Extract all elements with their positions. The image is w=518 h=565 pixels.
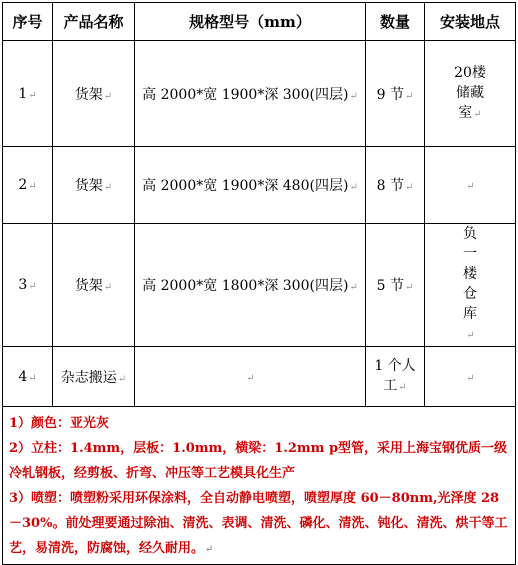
spec-table	[2, 2, 516, 565]
paragraph-mark-icon: ↵	[28, 181, 37, 192]
table-row	[3, 147, 516, 224]
paragraph-mark-icon: ↵	[205, 544, 214, 555]
notes-cell	[3, 407, 516, 565]
paragraph-mark-icon: ↵	[28, 281, 37, 292]
paragraph-mark-icon: ↵	[28, 89, 37, 101]
cell-spec	[135, 347, 366, 407]
table-row	[3, 347, 516, 407]
paragraph-mark-icon: ↵	[466, 330, 475, 341]
paragraph-mark-icon: ↵	[103, 282, 113, 293]
paragraph-mark-icon: ↵	[349, 90, 358, 102]
paragraph-mark-icon: ↵	[117, 373, 127, 385]
paragraph-mark-icon: ↵	[349, 182, 358, 193]
note-coating: 3）喷塑：喷塑粉采用环保涂料，全自动静电喷塑，喷塑厚度 60－80nm,光泽度 28－30%。前处理要通过除油、清洗、表调、清洗、磷化、清洗、钝化、清洗、烘干等工艺，易清洗，防腐蚀，经久耐用。↵	[9, 491, 508, 556]
cell-location	[425, 147, 516, 224]
header-spec: 规格型号（mm）	[135, 3, 366, 41]
cell-index: 3↵	[3, 224, 53, 347]
note-material: 2）立柱：1.4mm，层板：1.0mm，横梁：1.2mm p型管，采用上海宝钢优质一级冷轧钢板，经剪板、折弯、冲压等工艺模具化生产	[9, 441, 508, 481]
paragraph-mark-icon: ↵	[404, 282, 414, 293]
cell-name: 货架↵	[53, 147, 135, 224]
cell-qty: 5 节↵	[366, 224, 425, 347]
cell-index: 2↵	[3, 147, 53, 224]
header-row	[3, 3, 516, 41]
paragraph-mark-icon: ↵	[349, 282, 358, 293]
paragraph-mark-icon: ↵	[28, 372, 37, 384]
note-color: 1）颜色：亚光灰	[9, 416, 110, 431]
paragraph-mark-icon: ↵	[404, 90, 414, 102]
paragraph-mark-icon: ↵	[404, 182, 414, 193]
cell-spec: 高 2000*宽 1800*深 300(四层)↵	[135, 224, 366, 347]
table-row	[3, 41, 516, 147]
spec-table-document	[2, 2, 515, 562]
paragraph-mark-icon: ↵	[473, 108, 482, 120]
cell-qty: 1 个人工↵	[366, 347, 425, 407]
notes-row	[3, 407, 516, 565]
paragraph-mark-icon: ↵	[466, 372, 475, 384]
header-name: 产品名称	[53, 3, 135, 41]
cell-qty: 9 节↵	[366, 41, 425, 147]
paragraph-mark-icon: ↵	[466, 181, 475, 192]
paragraph-mark-icon: ↵	[246, 372, 255, 384]
cell-index: 1↵	[3, 41, 53, 147]
cell-index: 4↵	[3, 347, 53, 407]
cell-spec: 高 2000*宽 1900*深 480(四层)↵	[135, 147, 366, 224]
table-row	[3, 224, 516, 347]
cell-name: 杂志搬运↵	[53, 347, 135, 407]
paragraph-mark-icon: ↵	[103, 90, 113, 102]
cell-spec: 高 2000*宽 1900*深 300(四层)↵	[135, 41, 366, 147]
paragraph-mark-icon: ↵	[103, 182, 113, 193]
cell-name: 货架↵	[53, 224, 135, 347]
header-index: 序号	[3, 3, 53, 41]
cell-location	[425, 347, 516, 407]
cell-name: 货架↵	[53, 41, 135, 147]
header-qty: 数量	[366, 3, 425, 41]
cell-location: 负一楼仓库↵	[425, 224, 516, 347]
cell-qty: 8 节↵	[366, 147, 425, 224]
header-location: 安装地点	[425, 3, 516, 41]
paragraph-mark-icon: ↵	[398, 381, 407, 393]
cell-location: 20楼储藏室↵	[425, 41, 516, 147]
